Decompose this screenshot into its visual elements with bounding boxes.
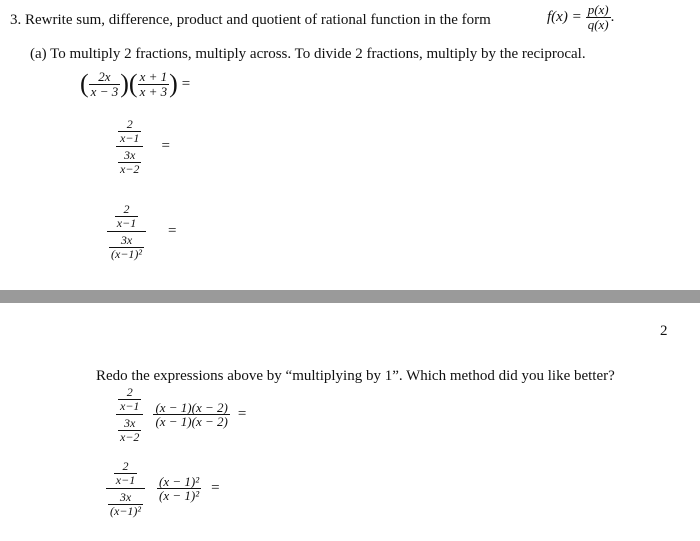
fraction-2x-over-x-minus-3 xyxy=(89,70,121,98)
complex-fraction-2 xyxy=(103,203,176,260)
equals-sign: = xyxy=(181,75,191,92)
problem-text: Rewrite sum, difference, product and quotient of rational function in the form xyxy=(25,12,491,28)
multiplier-denominator: (x − 1)² xyxy=(159,488,200,504)
form-numerator: p(x) xyxy=(587,2,609,17)
problem-header xyxy=(10,12,491,29)
part-a-instruction xyxy=(30,46,586,63)
top-denominator: x−1 xyxy=(120,130,140,145)
top-numerator: 2 xyxy=(126,385,133,399)
multiplier-denominator: (x − 1)(x − 2) xyxy=(155,414,228,430)
top-numerator: 2 xyxy=(123,202,130,216)
multiplier-numerator: (x − 1)² xyxy=(159,473,200,489)
redo-prompt: Redo the expressions above by “multiplying by 1”. Which method did you like better? xyxy=(96,368,615,384)
form-expression xyxy=(547,3,614,31)
product-expression: ( $\frac{2x}{x - 3}$ ) ( $\frac{x + 1}{x + 3}$ ) = xyxy=(80,69,191,99)
top-numerator: 2 xyxy=(126,117,133,131)
bottom-numerator: 3x xyxy=(119,490,132,505)
equals-sign: = xyxy=(161,138,170,155)
top-denominator: x−1 xyxy=(120,398,140,413)
top-denominator: x−1 xyxy=(116,215,137,230)
redo-expression-2 xyxy=(102,460,220,517)
numerator: 2x xyxy=(98,69,111,84)
denominator: x + 3 xyxy=(139,83,168,99)
multiplier-fraction xyxy=(153,401,229,429)
instruction-text: To multiply 2 fractions, multiply across. To divide 2 fractions, multiply by the reciprocal. xyxy=(50,46,586,62)
fraction-x-plus-1-over-x-plus-3 xyxy=(138,70,170,98)
numerator: x + 1 xyxy=(139,69,168,84)
multiplier-fraction xyxy=(157,475,201,503)
problem-number: 3. xyxy=(10,12,22,28)
part-label: (a) xyxy=(30,46,47,62)
form-period: . xyxy=(610,8,615,25)
bottom-denominator: (x−1)² xyxy=(111,246,143,261)
form-fraction xyxy=(586,3,611,31)
complex-fraction-1 xyxy=(112,118,170,175)
bottom-numerator: 3x xyxy=(120,233,133,248)
bottom-numerator: 3x xyxy=(124,148,136,163)
form-denominator: q(x) xyxy=(587,16,609,32)
equals-sign: = xyxy=(211,480,220,497)
bottom-denominator: (x−1)² xyxy=(110,503,142,518)
top-denominator: x−1 xyxy=(115,472,136,487)
bottom-denominator: x−2 xyxy=(120,429,140,444)
top-numerator: 2 xyxy=(122,459,129,473)
page-number: 2 xyxy=(660,323,668,339)
bottom-numerator: 3x xyxy=(124,416,136,431)
equals-sign: = xyxy=(237,406,247,423)
denominator: x − 3 xyxy=(90,83,119,99)
page-divider xyxy=(0,290,700,303)
redo-expression-1 xyxy=(112,386,246,443)
form-lhs: f(x) = xyxy=(547,8,582,25)
equals-sign: = xyxy=(168,223,177,240)
bottom-denominator: x−2 xyxy=(120,161,140,176)
multiplier-numerator: (x − 1)(x − 2) xyxy=(155,399,228,415)
